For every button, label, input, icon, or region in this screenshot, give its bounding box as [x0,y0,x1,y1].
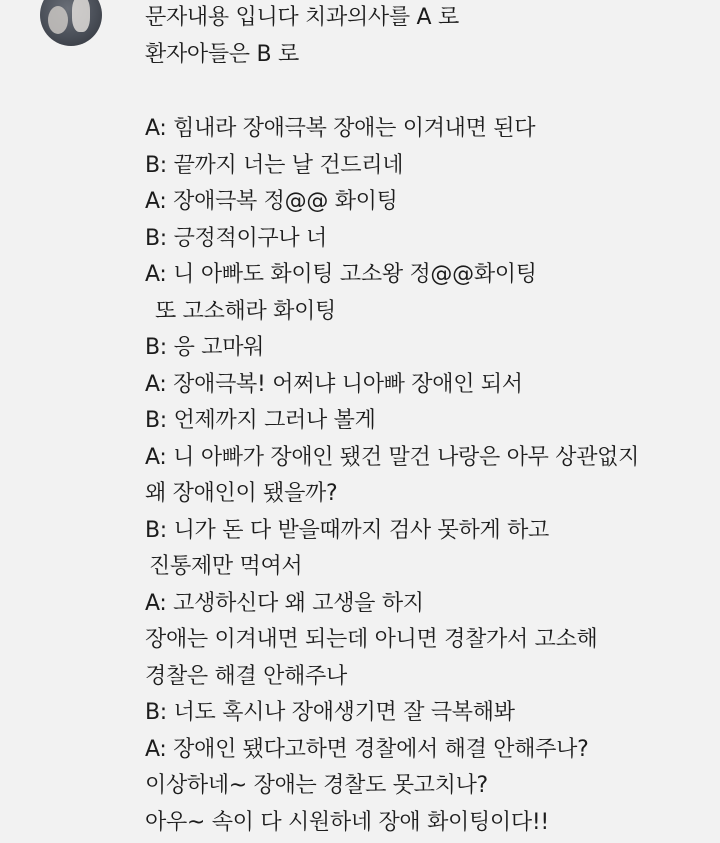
message-line: A: 고생하신다 왜 고생을 하지 [145,590,424,616]
sender-avatar[interactable] [40,0,102,46]
message-bubble [145,0,705,841]
avatar-photo-detail [48,6,68,34]
message-line: B: 끝까지 너는 날 건드리네 [145,152,404,178]
message-line: B: 언제까지 그러나 볼게 [145,408,376,433]
message-line: B: 너도 혹시나 장애생기면 잘 극복해봐 [145,700,515,725]
message-line: 경찰은 해결 안해주나 [145,663,347,689]
message-line: A: 장애인 됐다고하면 경찰에서 해결 안해주나? [145,736,589,762]
message-line: B: 긍정적이구나 너 [145,225,327,251]
avatar-photo-detail [72,0,90,32]
message-line: A: 장애극복 정@@ 화이팅 [145,189,398,214]
message-line: 아우~ 속이 다 시원하네 장애 화이팅이다!! [145,809,549,835]
message-line: A: 힘내라 장애극복 장애는 이겨내면 된다 [145,116,536,141]
message-line: 이상하네~ 장애는 경찰도 못고치나? [145,773,488,798]
message-line: A: 니 아빠가 장애인 됐건 말건 나랑은 아무 상관없지 [145,444,640,470]
message-line: B: 응 고마워 [145,335,265,360]
message-line: 진통제만 먹여서 [149,554,303,579]
message-line: A: 장애극복! 어쩌냐 니아빠 장애인 되서 [145,371,523,397]
message-blank-line [145,73,705,111]
message-line: A: 니 아빠도 화이팅 고소왕 정@@화이팅 [145,262,537,287]
message-line: 환자아들은 B 로 [145,41,299,67]
message-line: 장애는 이겨내면 되는데 아니면 경찰가서 고소해 [145,627,598,652]
message-line: B: 니가 돈 다 받을때까지 검사 못하게 하고 [145,517,549,543]
message-line: 문자내용 입니다 치과의사를 A 로 [145,5,459,30]
message-line: 왜 장애인이 됐을까? [145,481,338,506]
message-line: 또 고소해라 화이팅 [155,298,337,324]
